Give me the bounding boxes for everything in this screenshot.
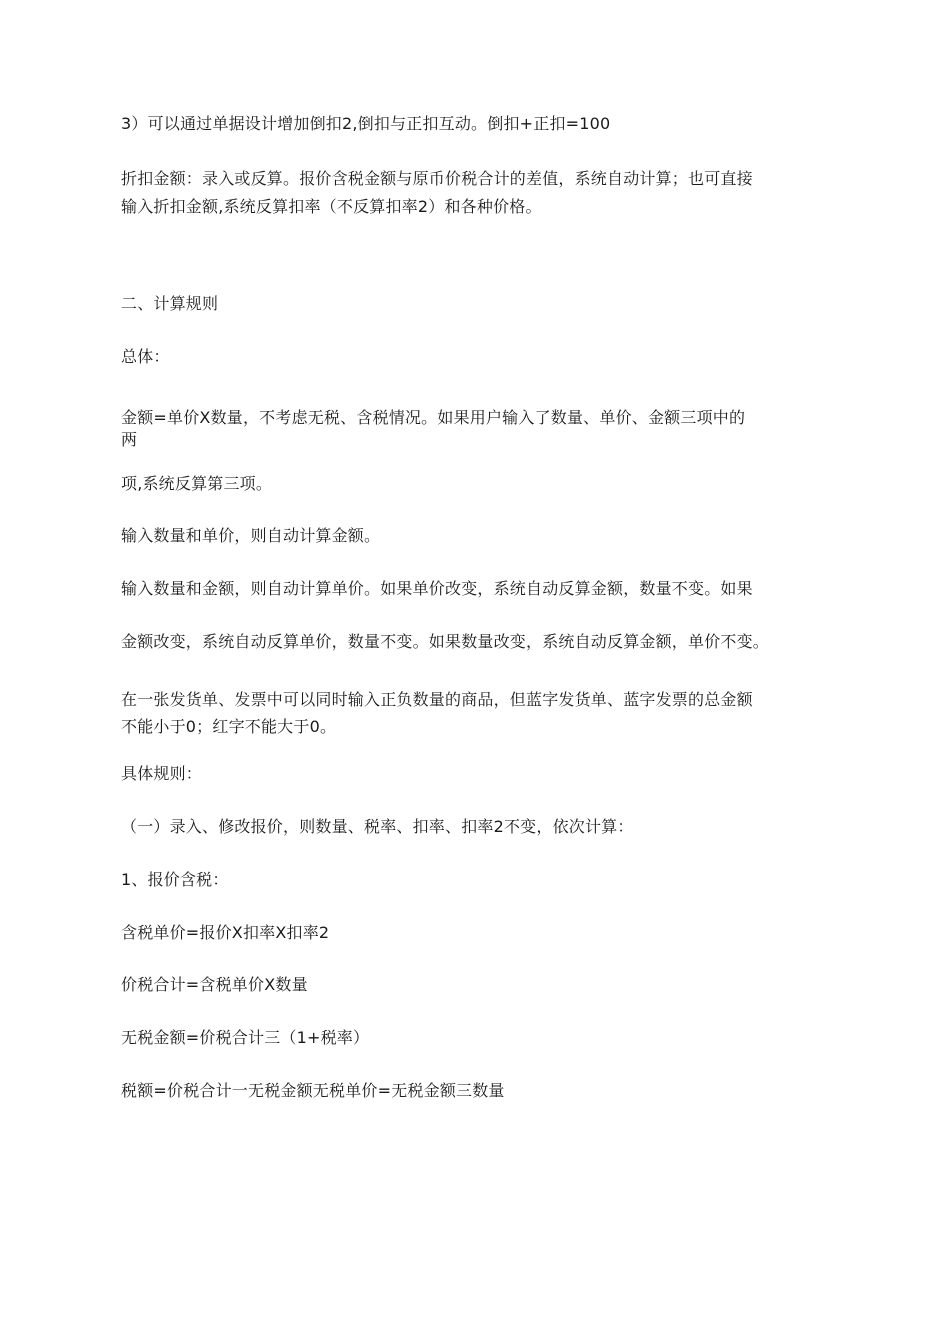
formula-line: 无税金额=价税合计三（1+税率） [121, 1028, 370, 1047]
paragraph-line: 具体规则： [121, 764, 203, 783]
paragraph-line: 1、报价含税： [121, 870, 229, 889]
paragraph-line: 不能小于0；红字不能大于0。 [121, 717, 337, 736]
paragraph-line: 折扣金额：录入或反算。报价含税金额与原币价税合计的差值，系统自动计算；也可直接 [121, 169, 753, 188]
paragraph-line: 金额=单价X数量，不考虑无税、含税情况。如果用户输入了数量、单价、金额三项中的 [121, 408, 746, 427]
paragraph-line: 总体： [121, 347, 170, 366]
paragraph-line: 输入数量和金额，则自动计算单价。如果单价改变，系统自动反算金额，数量不变。如果 [121, 579, 753, 598]
paragraph-line: 在一张发货单、发票中可以同时输入正负数量的商品，但蓝字发货单、蓝字发票的总金额 [121, 690, 753, 709]
section-heading: 二、计算规则 [121, 294, 219, 313]
formula-line: 价税合计=含税单价X数量 [121, 975, 308, 994]
paragraph-line: 两 [121, 430, 138, 449]
paragraph-line: 输入数量和单价，则自动计算金额。 [121, 526, 381, 545]
paragraph-line: （一）录入、修改报价，则数量、税率、扣率、扣率2不变，依次计算： [121, 817, 634, 836]
paragraph-line: 输入折扣金额,系统反算扣率（不反算扣率2）和各种价格。 [121, 197, 542, 216]
paragraph-line: 项,系统反算第三项。 [121, 474, 273, 493]
formula-line: 含税单价=报价X扣率X扣率2 [121, 923, 330, 942]
paragraph-line: 金额改变，系统自动反算单价，数量不变。如果数量改变，系统自动反算金额，单价不变。 [121, 632, 770, 651]
formula-line: 税额=价税合计一无税金额无税单价=无税金额三数量 [121, 1081, 505, 1100]
paragraph-line: 3）可以通过单据设计增加倒扣2,倒扣与正扣互动。倒扣+正扣=100 [121, 114, 611, 133]
